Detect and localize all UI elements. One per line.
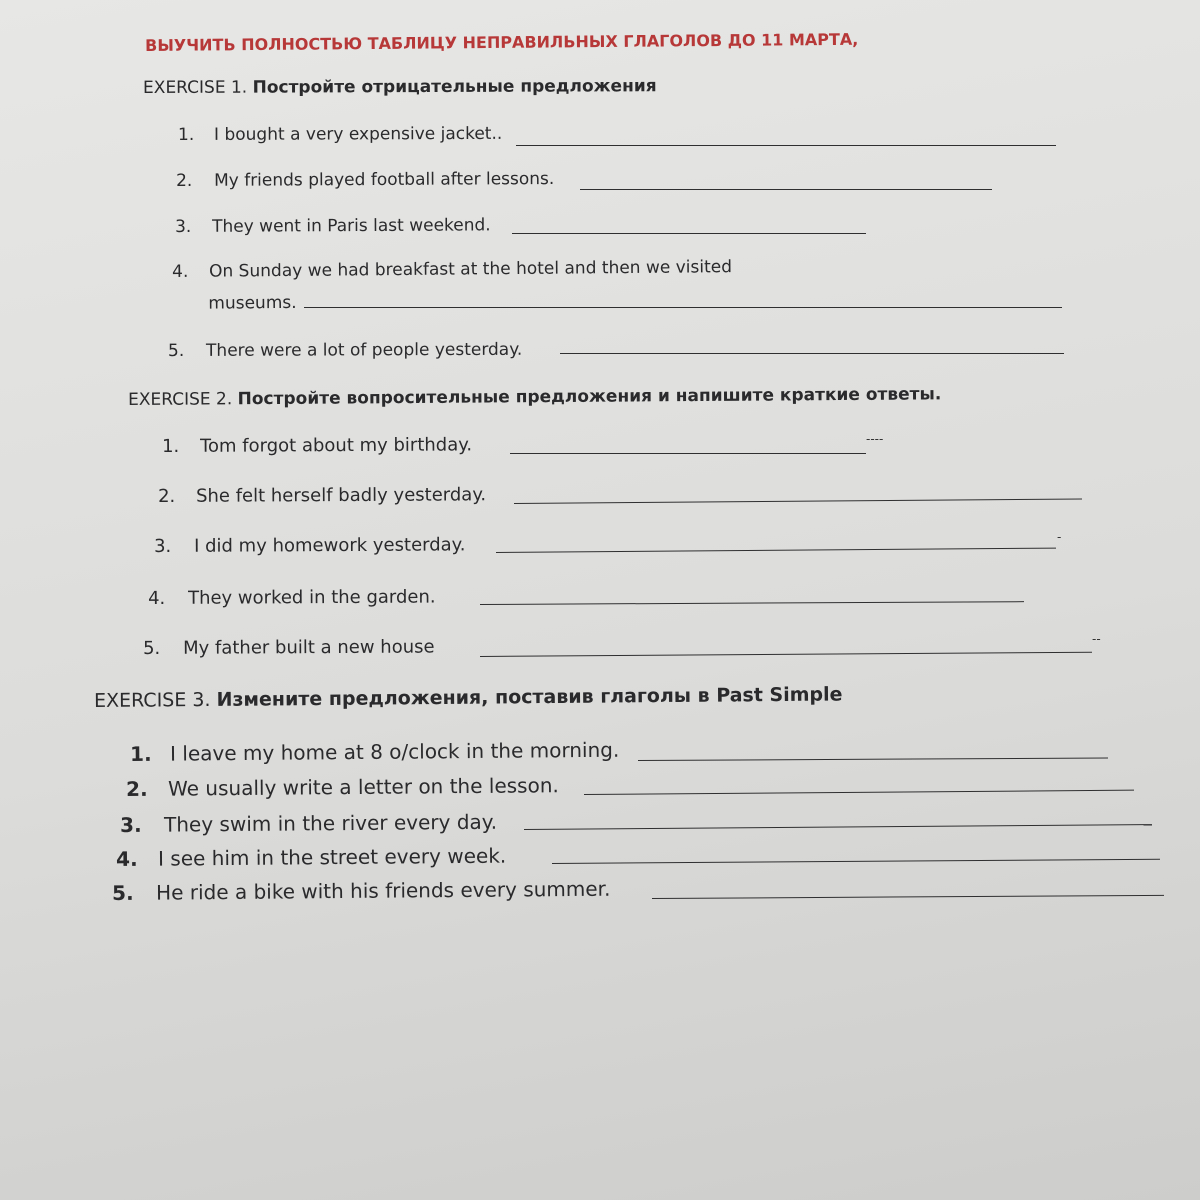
item-sentence: She felt herself badly yesterday. [195,484,487,507]
answer-line[interactable] [496,548,1056,553]
item-number: 5. [143,637,161,659]
item-number: 1. [178,124,195,145]
item-sentence: We usually write a letter on the lesson. [167,773,559,801]
item-sentence: I bought a very expensive jacket.. [213,123,503,145]
item-number: 3. [154,535,172,557]
dash-mark: ---- [866,432,884,446]
item-sentence: Tom forgot about my birthday. [199,434,473,457]
item-sentence: I leave my home at 8 o/clock in the morning. [169,737,620,766]
exercise-1-label: EXERCISE 1. [143,77,248,98]
exercise-3-task: Измените предложения, поставив глаголы в Past Simple [216,683,843,711]
item-sentence: He ride a bike with his friends every summer. [155,876,611,905]
item-sentence: There were a lot of people yesterday. [205,339,523,361]
answer-line[interactable] [304,307,1062,308]
item-number: 5. [112,880,134,905]
exercise-2-task: Постройте вопросительные предложения и напишите краткие ответы. [237,384,942,410]
item-sentence-continued: museums. [208,292,297,314]
item-sentence: On Sunday we had breakfast at the hotel and then we visited [208,257,733,282]
item-sentence: They went in Paris last weekend. [211,215,491,237]
item-sentence: They swim in the river every day. [163,809,498,837]
answer-line[interactable] [480,601,1024,605]
item-number: 2. [158,485,176,507]
homework-heading: ВЫУЧИТЬ ПОЛНОСТЬЮ ТАБЛИЦУ НЕПРАВИЛЬНЫХ ГЛАГОЛОВ ДО 11 МАРТА, [145,29,859,55]
exercise-1-title [143,76,657,98]
exercise-2-label: EXERCISE 2. [128,389,233,410]
answer-line[interactable] [652,895,1164,899]
exercise-1-task: Постройте отрицательные предложения [252,76,657,98]
item-number: 4. [172,261,189,282]
item-number: 4. [148,587,166,609]
answer-line[interactable] [480,652,1092,657]
item-number: 1. [130,741,152,766]
item-sentence: My father built a new house [182,636,435,659]
answer-line[interactable] [524,824,1152,830]
answer-line[interactable] [584,790,1134,795]
answer-line[interactable] [560,353,1064,354]
exercise-2-title [128,384,941,410]
answer-line[interactable] [516,145,1056,146]
item-number: 2. [176,170,193,191]
answer-line[interactable] [580,189,992,190]
dash-mark: -- [1092,632,1101,646]
item-sentence: They worked in the garden. [187,586,436,609]
item-number: 4. [116,846,138,871]
item-sentence: My friends played football after lessons. [213,169,555,191]
answer-line[interactable] [552,859,1160,864]
item-number: 2. [126,776,148,801]
answer-line[interactable] [514,499,1082,504]
dash-mark: - [1057,530,1062,544]
item-sentence: I did my homework yesterday. [193,534,466,557]
exercise-3-title [94,683,843,712]
item-number: 3. [175,216,192,237]
item-number: 1. [162,435,180,457]
item-sentence: I see him in the street every week. [157,843,507,871]
answer-line[interactable] [512,233,866,234]
exercise-3-label: EXERCISE 3. [94,688,211,712]
answer-line[interactable] [638,758,1108,761]
item-number: 5. [168,340,185,361]
item-number: 3. [120,812,142,837]
answer-line[interactable] [510,453,866,454]
